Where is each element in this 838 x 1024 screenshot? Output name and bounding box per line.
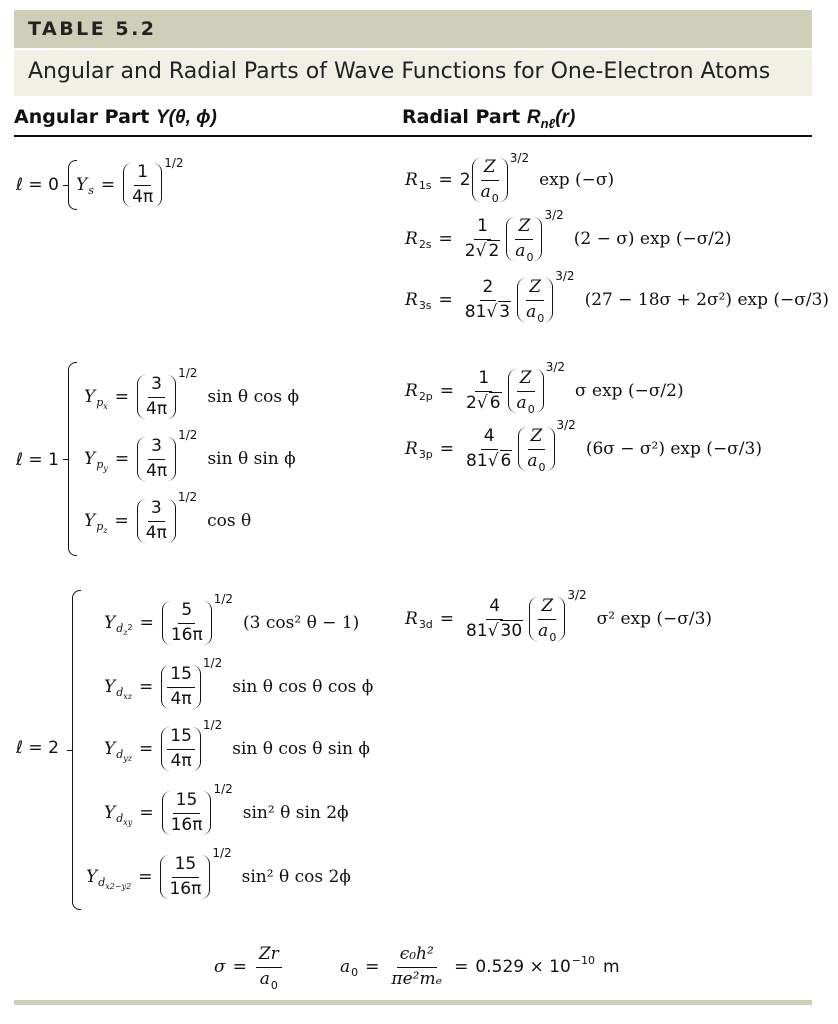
eq-ydyz: Y $d_{yz}$ = $\frac{15}{4\pi}$ 1/2 sin θ cos θ sin ϕ — [104, 718, 370, 771]
table-title: Angular and Radial Parts of Wave Functions for One-Electron Atoms — [28, 59, 771, 84]
brace-l2 — [72, 590, 81, 910]
l-label-1: ℓ = 1 — [16, 450, 59, 470]
eq-ys: Y s = $\frac{1}{4\pi}$ 1/2 — [76, 156, 184, 207]
l-label-0: ℓ = 0 — [16, 175, 59, 195]
l-label-2: ℓ = 2 — [16, 738, 59, 758]
radial-column-header: Radial Part $R_{n\ell}(r)$ — [402, 106, 576, 131]
eq-ydz2: Y $d_z2$ = $\frac{5}{16\pi}$ 1/2 (3 cos² θ − 1) — [104, 592, 360, 645]
brace-l1 — [68, 362, 77, 556]
eq-ypx: Y $p_x$ = $\frac{3}{4\pi}$ 1/2 sin θ cos ϕ — [84, 366, 300, 419]
eq-sigma-def: σ = $\frac{Zr}{a_0}$ — [214, 940, 284, 994]
eq-r3d: R 3d = $\frac{4}{81√ 30}$ $\frac{Z}{a_0}$ 3/2 σ² exp (−σ/3) — [405, 588, 713, 644]
header-rule — [14, 135, 812, 137]
eq-r3p: R 3p = $\frac{4}{81√ 6}$ $\frac{Z}{a_0}$ 3/2 (6σ − σ²) exp (−σ/3) — [405, 418, 762, 474]
angular-column-header: Angular Part Y(θ, ϕ) — [14, 106, 217, 128]
eq-r2s: R 2s = $\frac{1}{2√ 2}$ $\frac{Z}{a_0}$ 3/2 (2 − σ) exp (−σ/2) — [405, 208, 732, 264]
eq-ydx2y2: Y $d_{x2-y2}$ = $\frac{15}{16\pi}$ 1/2 sin² θ cos 2ϕ — [86, 846, 351, 899]
eq-ydxy: Y $d_{xy}$ = $\frac{15}{16\pi}$ 1/2 sin² θ sin 2ϕ — [104, 782, 349, 835]
eq-r1s: R 1s = 2 $\frac{Z}{a_0}$ 3/2 exp (−σ) — [405, 151, 615, 205]
eq-ypz: Y $p_z$ = $\frac{3}{4\pi}$ 1/2 cos θ — [84, 490, 252, 543]
eq-r3s: R 3s = $\frac{2}{81√ 3}$ $\frac{Z}{a_0}$ 3/2 (27 − 18σ + 2σ²) exp (−σ/3) — [405, 269, 830, 325]
table-label: TABLE 5.2 — [28, 18, 157, 40]
eq-r2p: R 2p = $\frac{1}{2√ 6}$ $\frac{Z}{a_0}$ 3/2 σ exp (−σ/2) — [405, 360, 684, 416]
eq-ydxz: Y $d_{xz}$ = $\frac{15}{4\pi}$ 1/2 sin θ cos θ cos ϕ — [104, 656, 374, 709]
bottom-rule — [14, 1000, 812, 1005]
eq-ypy: Y $p_y$ = $\frac{3}{4\pi}$ 1/2 sin θ sin ϕ — [84, 428, 296, 481]
eq-bohr-radius: a 0 = $\frac{\text{ϵ₀h²}}{\text{πe²mₑ}}$ = 0.529 × 10 −10 m — [340, 943, 620, 989]
